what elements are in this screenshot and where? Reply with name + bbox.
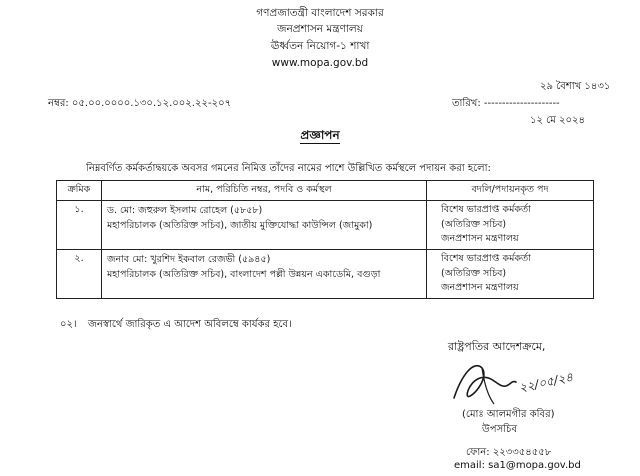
signatory-designation: উপসচিব <box>482 424 518 435</box>
row-name-cell <box>102 201 427 250</box>
row-post-cell <box>427 250 594 299</box>
date-label: তারিখ: --------------------- <box>452 98 560 109</box>
post-title: বিশেষ ভারপ্রাপ্ত কর্মকর্তা <box>441 253 531 264</box>
row-post-cell <box>427 201 594 250</box>
clause-text: জনস্বার্থে জারিকৃত এ আদেশ অবিলম্বে কার্যকর হবে। <box>88 319 292 330</box>
post-rank: (অতিরিক্ত সচিব) <box>441 267 507 279</box>
row-serial: ২. <box>57 250 102 299</box>
officer-designation: মহাপরিচালক (অতিরিক্ত সচিব), বাংলাদেশ পল্লী উন্নয়ন একাডেমি, বগুড়া <box>107 269 381 280</box>
header-name: নাম, পরিচিতি নম্বর, পদবি ও কর্মস্থল <box>102 181 427 201</box>
signatory-email[interactable]: email: sa1@mopa.gov.bd <box>454 460 581 471</box>
post-title: বিশেষ ভারপ্রাপ্ত কর্মকর্তা <box>441 204 531 215</box>
memo-number: নম্বর: ০৫.০০.০০০০.১৩০.১২.০০২.২২-২০৭ <box>48 98 232 109</box>
ministry-name: জনপ্রশাসন মন্ত্রণালয় <box>277 23 363 35</box>
officer-designation: মহাপরিচালক (অতিরিক্ত সচিব), জাতীয় মুক্তিযোদ্ধা কাউন্সিল (জামুকা) <box>107 220 373 231</box>
signatory-name: (মোঃ আলমগীর কবির) <box>462 409 555 420</box>
date-bengali: ২৯ বৈশাখ ১৪৩১ <box>540 81 611 92</box>
officer-name: জনাব মো: খুরশিদ ইকবাল রেজভী (৫৯৪৫) <box>107 254 271 265</box>
intro-text: নিম্নবর্ণিত কর্মকর্তাদ্বয়কে অবসর গমনের নিমিত্ত তাঁদের নামের পাশে উল্লিখিত কর্মস্থলে পদায়ন করা হলো: <box>86 163 491 174</box>
row-serial: ১. <box>57 201 102 250</box>
date-gregorian: ১২ মে ২০২৪ <box>530 115 585 126</box>
header-post: বদলি/পদায়নকৃত পদ <box>427 181 594 201</box>
officer-name: ড. মো: জহুরুল ইসলাম রোহেল (৫৮৫৮) <box>107 205 263 216</box>
section-name: ঊর্ধ্বতন নিয়োগ-১ শাখা <box>270 40 370 52</box>
handwritten-signature <box>448 352 578 410</box>
table-row <box>57 250 594 299</box>
document-title <box>0 127 640 147</box>
signatory-phone: ফোন: ২২৩৩৫৪৫৫৮ <box>466 447 552 458</box>
row-name-cell <box>102 250 427 299</box>
website-link[interactable]: www.mopa.gov.bd <box>271 57 369 69</box>
document-title-text: প্রজ্ঞাপন <box>300 128 340 142</box>
signature-date: ২২/০৫/২৪ <box>517 369 575 395</box>
by-order-text: রাষ্ট্রপতির আদেশক্রমে, <box>448 340 546 353</box>
table-header-row <box>57 181 594 201</box>
table-row <box>57 201 594 250</box>
header-serial: ক্রমিক <box>57 181 102 201</box>
posting-table <box>56 180 594 299</box>
post-ministry: জনপ্রশাসন মন্ত্রণালয় <box>441 282 519 293</box>
post-ministry: জনপ্রশাসন মন্ত্রণালয় <box>441 233 519 244</box>
clause-number: ০২। <box>60 319 77 330</box>
post-rank: (অতিরিক্ত সচিব) <box>441 218 507 230</box>
government-name: গণপ্রজাতন্ত্রী বাংলাদেশ সরকার <box>256 7 384 19</box>
